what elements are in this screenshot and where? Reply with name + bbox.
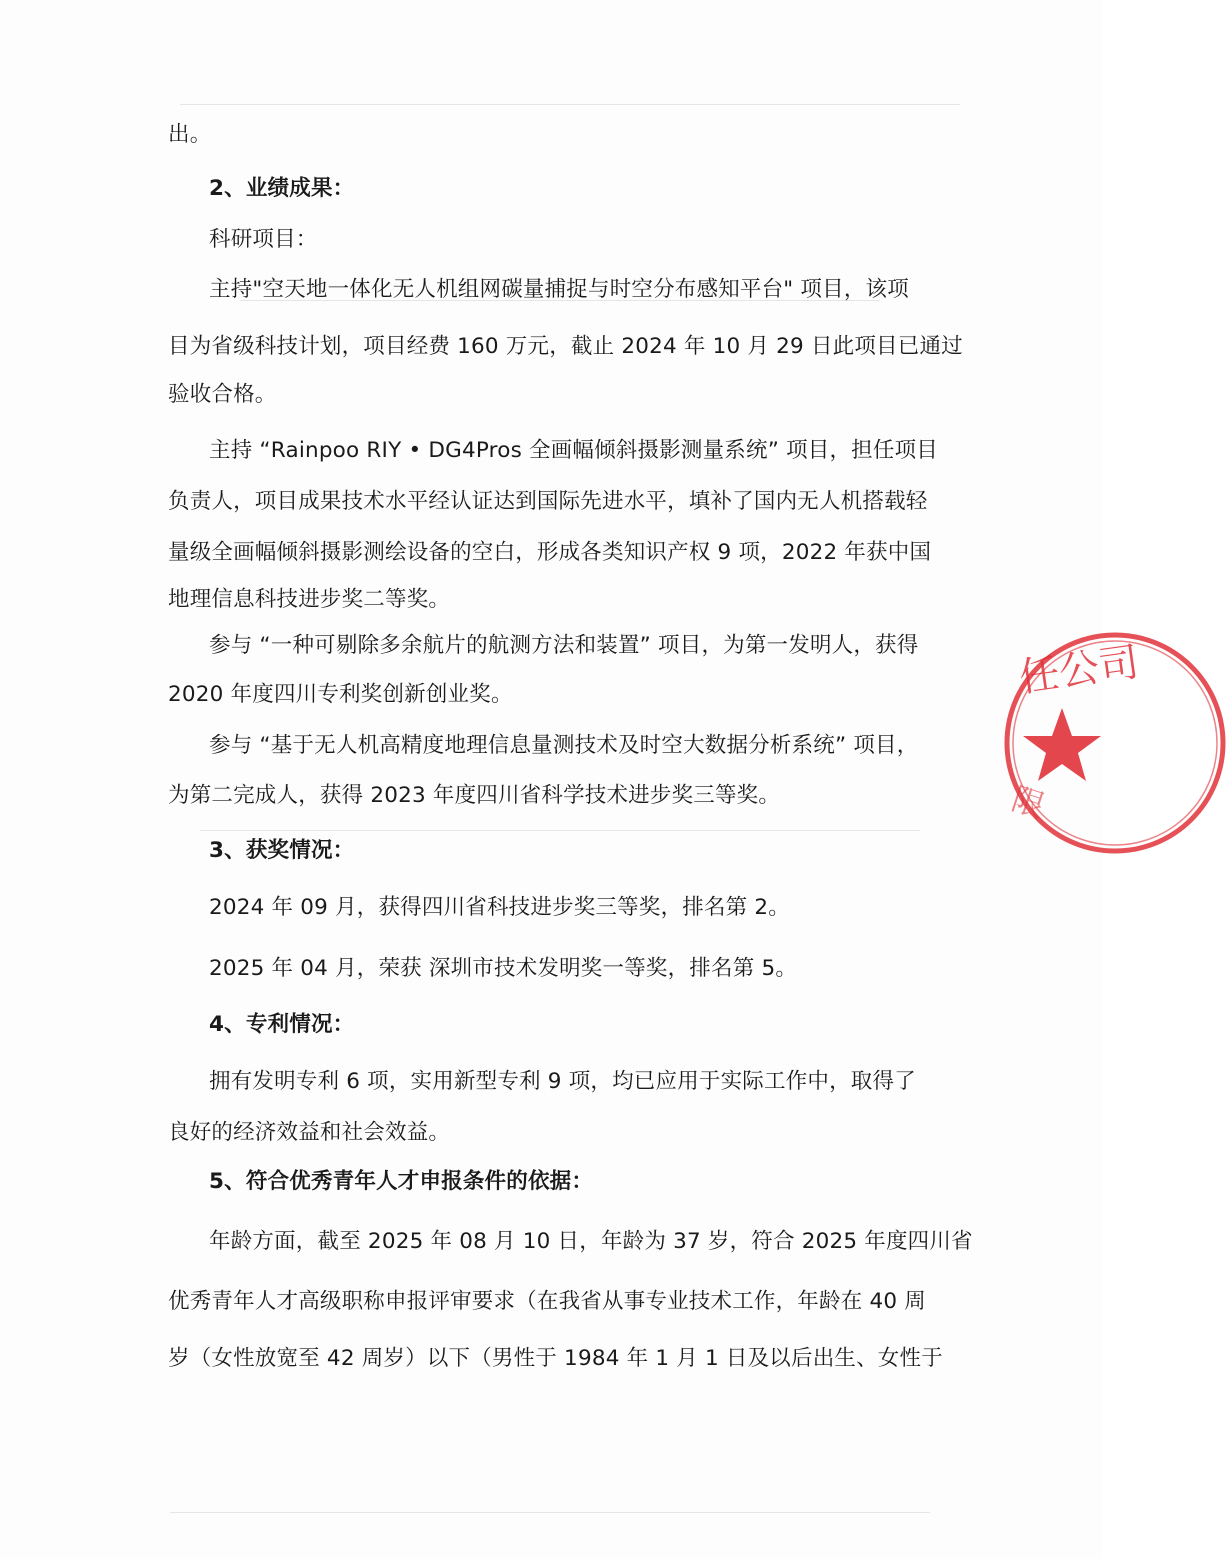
text-line: 出。 (168, 122, 212, 147)
text-line: 良好的经济效益和社会效益。 (168, 1120, 451, 1145)
text-line: 为第二完成人，获得 2023 年度四川省科学技术进步奖三等奖。 (168, 783, 781, 808)
text-line: 目为省级科技计划，项目经费 160 万元，截止 2024 年 10 月 29 日此项目已通过 (168, 334, 963, 359)
text-line: 量级全画幅倾斜摄影测绘设备的空白，形成各类知识产权 9 项，2022 年获中国 (168, 540, 932, 565)
svg-text:任公司: 任公司 (1016, 639, 1142, 702)
scan-artifact (200, 830, 920, 831)
section-heading: 3、获奖情况： (209, 838, 355, 863)
subheading: 科研项目： (209, 227, 318, 252)
text-line: 参与 “基于无人机高精度地理信息量测技术及时空大数据分析系统” 项目， (209, 733, 919, 758)
text-line: 主持 “Rainpoo RIY • DG4Pros 全画幅倾斜摄影测量系统” 项目，担任项目 (209, 438, 938, 463)
text-line: 2025 年 04 月，荣获 深圳市技术发明奖一等奖，排名第 5。 (209, 956, 798, 981)
svg-text:限: 限 (1007, 779, 1050, 826)
company-seal (1000, 628, 1142, 858)
scan-artifact (180, 104, 960, 105)
scan-artifact (170, 1512, 930, 1513)
text-line: 主持"空天地一体化无人机组网碳量捕捉与时空分布感知平台" 项目，该项 (209, 277, 909, 302)
text-line: 岁（女性放宽至 42 周岁）以下（男性于 1984 年 1 月 1 日及以后出生、女性于 (168, 1346, 943, 1371)
section-heading: 4、专利情况： (209, 1012, 355, 1037)
text-line: 2024 年 09 月，获得四川省科技进步奖三等奖，排名第 2。 (209, 895, 790, 920)
text-line: 优秀青年人才高级职称申报评审要求（在我省从事专业技术工作，年龄在 40 周 (168, 1289, 926, 1314)
section-heading: 2、业绩成果： (209, 176, 355, 201)
text-line: 拥有发明专利 6 项，实用新型专利 9 项，均已应用于实际工作中，取得了 (209, 1069, 916, 1094)
text-line: 地理信息科技进步奖二等奖。 (168, 587, 451, 612)
text-line: 负责人，项目成果技术水平经认证达到国际先进水平，填补了国内无人机搭载轻 (168, 489, 928, 514)
text-line: 2020 年度四川专利奖创新创业奖。 (168, 682, 513, 707)
text-line: 参与 “一种可剔除多余航片的航测方法和装置” 项目，为第一发明人，获得 (209, 633, 919, 658)
section-heading: 5、符合优秀青年人才申报条件的依据： (209, 1169, 594, 1194)
text-line: 验收合格。 (168, 382, 277, 407)
text-line: 年龄方面，截至 2025 年 08 月 10 日，年龄为 37 岁，符合 2025 年度四川省 (209, 1229, 973, 1254)
seal-stamp-icon (1000, 628, 1230, 858)
